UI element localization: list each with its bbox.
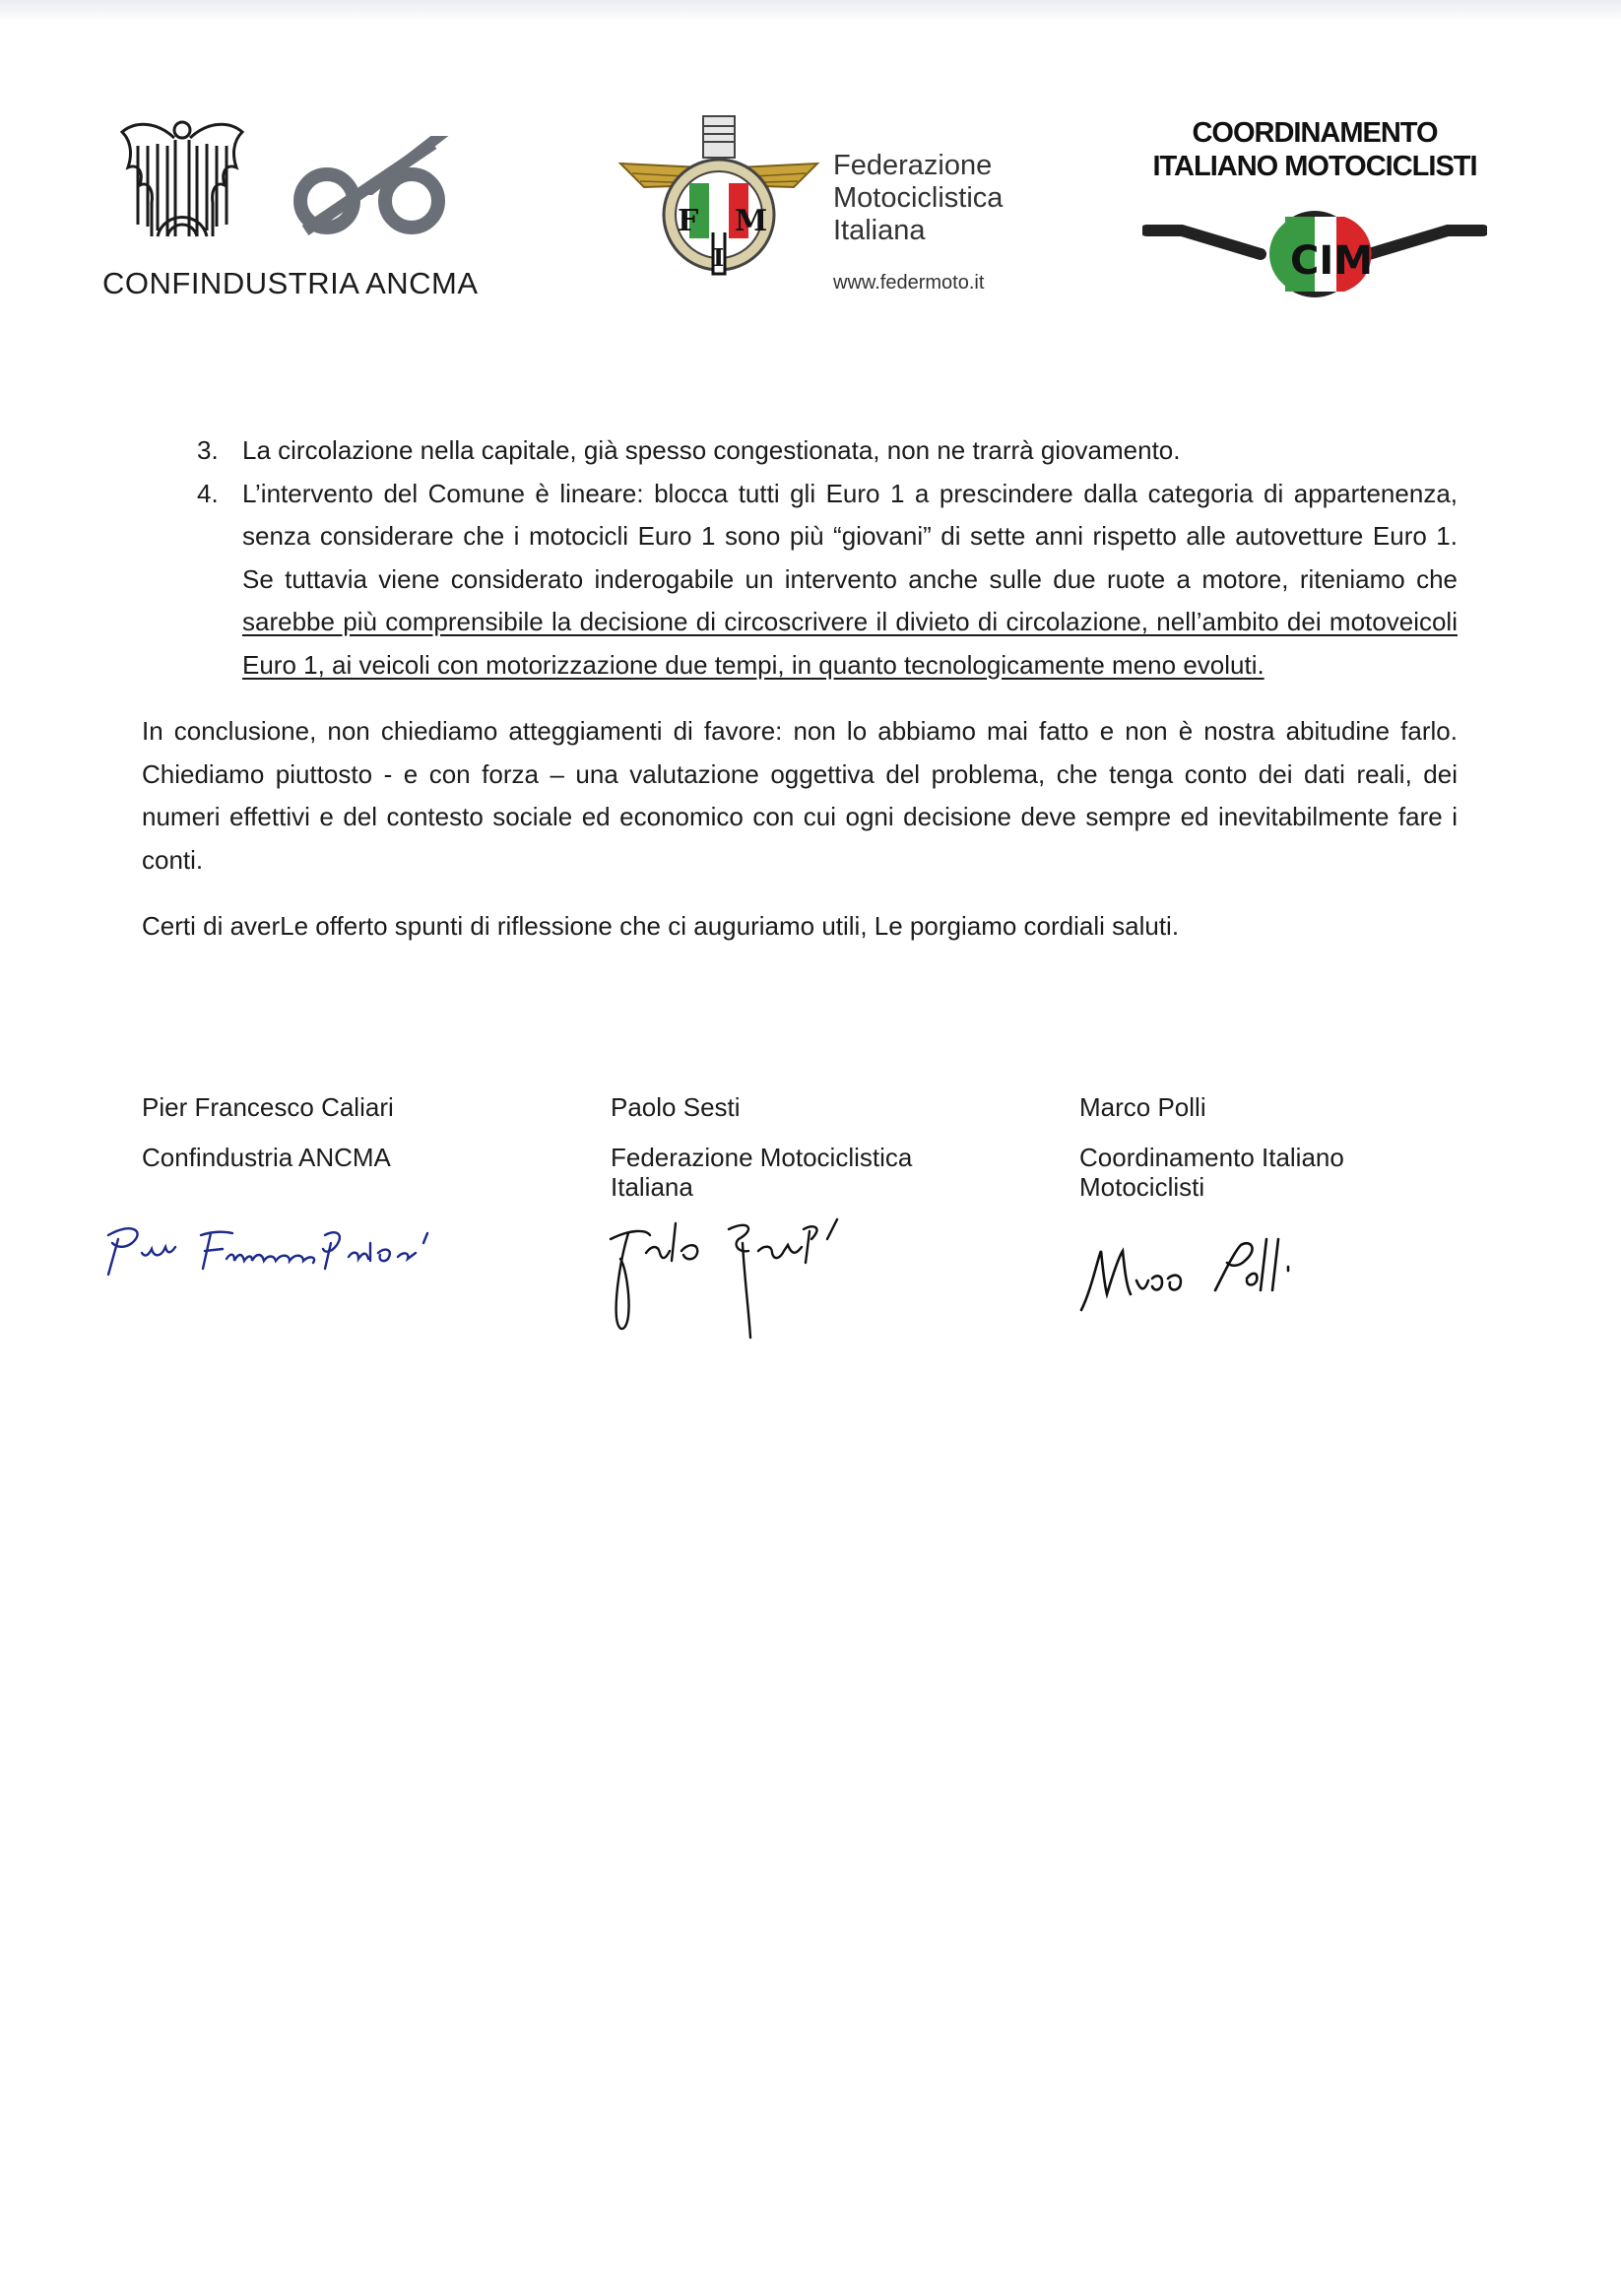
ancma-wheels-icon <box>286 136 473 244</box>
signatory-polli <box>1079 1089 1493 1202</box>
list-item-4 <box>142 473 1458 688</box>
fmi-name-line-2: Motociclistica <box>833 182 1004 214</box>
list-number: 4. <box>197 478 219 508</box>
closing-paragraph: Certi di averLe offerto spunti di riflessione che ci auguriamo utili, Le porgiamo cordiali saluti. <box>142 911 1180 941</box>
signatory-org-line: Italiana <box>611 1172 693 1202</box>
ancma-name: CONFINDUSTRIA ANCMA <box>102 266 479 300</box>
signatory-sesti <box>611 1089 1024 1202</box>
signature-caliari <box>102 1214 457 1282</box>
cim-title-line-1: COORDINAMENTO <box>1192 117 1438 149</box>
conclusion-paragraph: In conclusione, non chiediamo atteggiamenti di favore: non lo abbiamo mai fatto e non è nostra abitudine farlo. Chiediamo piuttosto - e con forza – una valutazione oggettiva del problema, che tenga conto dei dati reali, dei numeri effettivi e del contesto sociale ed economico con cui ogni decisione deve sempre ed inevitabilmente fare i conti. <box>142 716 1458 875</box>
confindustria-ancma-logo <box>98 116 492 313</box>
signatory-org <box>142 1143 555 1172</box>
signatory-caliari <box>142 1089 555 1172</box>
cim-handlebar-icon <box>1142 193 1487 301</box>
svg-text:F: F <box>678 204 699 238</box>
list-text-underlined: sarebbe più comprensibile la decisione di circoscrivere il divieto di circolazione, nell’ambito dei motoveicoli Euro 1, ai veicoli con motorizzazione due tempi, in quanto tecnologicamente meno evoluti. <box>242 607 1458 680</box>
fmi-website[interactable]: www.federmoto.it <box>833 272 985 294</box>
signatory-org-line: Confindustria ANCMA <box>142 1143 391 1172</box>
signatory-name: Marco Polli <box>1079 1092 1206 1122</box>
list-text-plain: L’intervento del Comune è lineare: blocca tutti gli Euro 1 a prescindere dalla categoria di appartenenza, senza considerare che i motocicli Euro 1 sono più “giovani” di sette anni rispetto alle autovetture Euro 1. Se tuttavia viene considerato inderogabile un intervento anche sulle due ruote a motore, riteniamo che <box>242 478 1458 594</box>
fmi-name-line-3: Italiana <box>833 215 926 246</box>
signatory-org-line: Coordinamento Italiano <box>1079 1143 1344 1172</box>
signatory-org-line: Motociclisti <box>1079 1172 1205 1202</box>
svg-text:M: M <box>735 204 768 238</box>
fmi-emblem-icon <box>611 108 827 286</box>
svg-text:CIM: CIM <box>1290 238 1374 284</box>
letter-body <box>142 429 1458 949</box>
signature-polli <box>1077 1231 1353 1320</box>
scan-edge <box>0 0 1621 22</box>
list-number: 3. <box>197 435 219 465</box>
cim-title-line-2: ITALIANO MOTOCICLISTI <box>1152 151 1477 182</box>
signatory-org-line: Federazione Motociclistica <box>611 1143 913 1172</box>
svg-text:I: I <box>713 243 725 272</box>
list-text <box>242 473 1458 688</box>
signatory-org <box>1079 1143 1493 1202</box>
signatory-name: Pier Francesco Caliari <box>142 1092 394 1122</box>
signature-sesti <box>591 1200 945 1347</box>
signatory-name: Paolo Sesti <box>611 1092 741 1122</box>
cim-logo <box>1142 116 1487 303</box>
signatory-org <box>611 1143 1024 1202</box>
fmi-logo <box>611 108 1044 305</box>
list-text: La circolazione nella capitale, già spesso congestionata, non ne trarrà giovamento. <box>242 435 1181 465</box>
fmi-name-line-1: Federazione <box>833 150 993 181</box>
list-item-3 <box>142 429 1458 473</box>
confindustria-eagle-icon <box>118 116 246 239</box>
fmi-name <box>833 150 1003 247</box>
cim-title <box>1142 116 1487 183</box>
